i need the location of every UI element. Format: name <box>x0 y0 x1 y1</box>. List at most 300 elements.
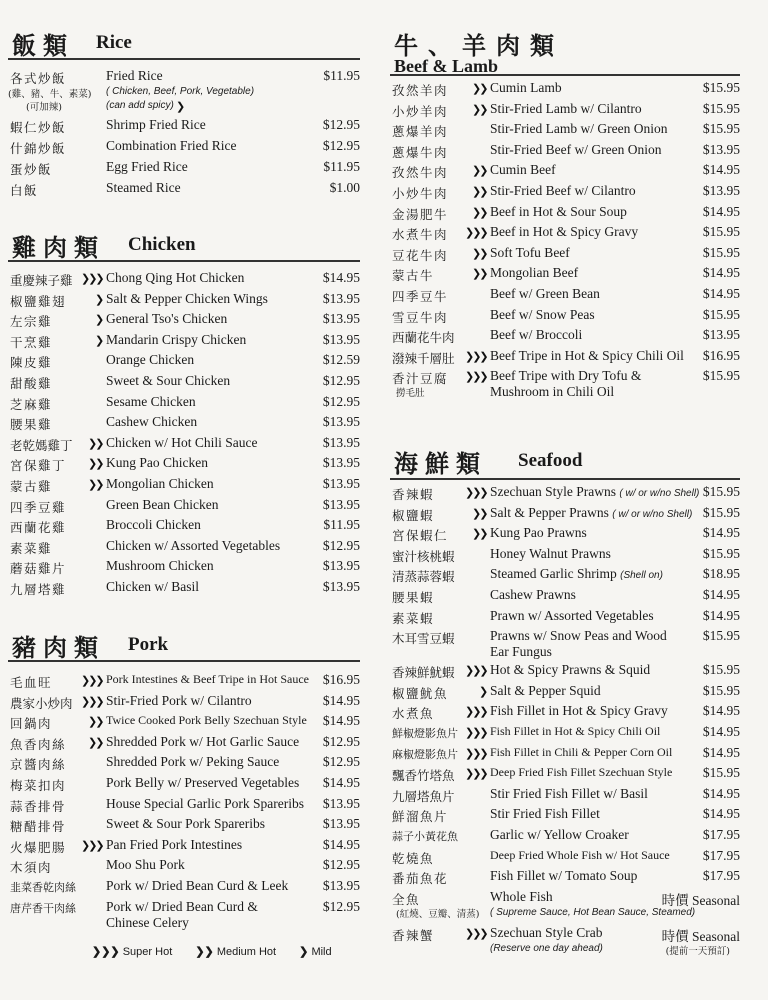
menu-item <box>8 414 360 435</box>
item-zh: 九層塔魚片 <box>392 788 455 804</box>
menu-item <box>8 332 360 353</box>
item-en-text: Twice Cooked Pork Belly Szechuan Style <box>106 713 307 728</box>
item-zh: 糖醋排骨 <box>10 819 67 835</box>
item-en-text: Sesame Chicken <box>106 393 196 409</box>
menu-item <box>390 307 740 328</box>
item-zh: 水煮魚 <box>392 706 435 722</box>
legend-medium-hot <box>195 946 286 958</box>
item-price: $1.00 <box>329 180 360 195</box>
item-zh: 梅菜扣肉 <box>10 778 67 793</box>
item-price: $15.95 <box>702 121 740 137</box>
item-price: $13.95 <box>322 558 360 574</box>
menu-item <box>390 889 740 925</box>
item-en-text: Salt & Pepper Squid <box>490 682 601 698</box>
chili-icon: ❯❯❯ <box>81 838 103 852</box>
menu-item <box>8 455 360 476</box>
menu-item <box>390 183 740 204</box>
legend-super-hot <box>92 946 182 958</box>
beef-title-en: Beef & Lamb <box>394 56 498 76</box>
item-en <box>490 587 576 603</box>
item-en <box>106 672 309 687</box>
item-en: Shrimp Fried Rice <box>106 117 206 132</box>
chili-icon: ❯❯ <box>88 715 103 729</box>
item-zh: 椒鹽雞翅 <box>10 293 67 309</box>
item-price: $13.95 <box>322 476 360 491</box>
item-en <box>490 224 638 240</box>
item-note: (Shell on) <box>620 570 663 582</box>
menu-item <box>8 713 360 734</box>
item-en <box>106 579 199 595</box>
item-en-text: Orange Chicken <box>106 352 195 368</box>
item-price: $13.95 <box>322 455 360 471</box>
chili-icon: ❯❯❯ <box>465 664 487 678</box>
item-en <box>106 538 280 554</box>
menu-item <box>8 693 360 714</box>
item-zh: 回鍋肉 <box>10 716 53 732</box>
menu-item <box>390 224 740 245</box>
item-en-text: Mandarin Crispy Chicken <box>106 331 247 347</box>
item-zh-sub: (紅燒、豆瓣、清蒸) <box>396 908 480 920</box>
item-en <box>106 517 201 533</box>
item-en-text: Prawn w/ Assorted Vegetables <box>490 607 654 623</box>
item-price: $14.95 <box>702 587 740 602</box>
menu-item <box>8 754 360 775</box>
menu-item <box>8 558 360 579</box>
item-zh: 毛血旺 <box>10 675 53 690</box>
item-en-text: Beef Tripe in Hot & Spicy Chili Oil <box>490 347 684 363</box>
rice-section-header <box>8 24 360 60</box>
item-zh-sub: 撈毛肚 <box>396 388 425 400</box>
item-en-text: Broccoli Chicken <box>106 517 201 533</box>
item-note: ( Supreme Sauce, Hot Bean Sauce, Steamed) <box>490 906 696 918</box>
item-price: $12.95 <box>322 733 360 749</box>
item-en <box>106 693 252 709</box>
menu-item <box>8 538 360 559</box>
item-en <box>106 332 246 348</box>
menu-item <box>8 352 360 373</box>
item-price: 時價 Seasonal <box>661 892 740 908</box>
chili-icon: ❯ <box>299 946 309 958</box>
menu-item <box>390 827 740 848</box>
item-zh: 蛋炒飯 <box>10 162 53 177</box>
chili-icon: ❯❯ <box>472 267 487 281</box>
item-en <box>106 857 185 873</box>
item-zh: 陳皮雞 <box>10 355 53 371</box>
chili-icon: ❯❯❯ <box>465 349 487 363</box>
item-zh: 香辣蝦 <box>392 487 435 502</box>
item-en <box>490 368 641 384</box>
rice-title-en: Rice <box>96 32 132 53</box>
item-en-text: Stir Fried Fish Fillet w/ Basil <box>490 785 648 801</box>
item-zh: 四季豆雞 <box>10 499 67 515</box>
item-price: $13.95 <box>322 331 360 347</box>
item-en <box>490 827 629 843</box>
item-price: $13.95 <box>322 496 360 512</box>
item-zh: 雪豆牛肉 <box>392 309 449 325</box>
chili-icon: ❯❯ <box>472 82 487 95</box>
chili-icon: ❯❯❯ <box>81 694 103 708</box>
chili-icon: ❯❯ <box>472 205 487 219</box>
item-price: $13.95 <box>322 414 360 430</box>
legend-mild <box>299 946 341 958</box>
item-zh: 蒙古雞 <box>10 479 53 494</box>
menu-item <box>390 608 740 629</box>
item-price: $13.95 <box>322 579 360 594</box>
item-en-text: Beef in Hot & Spicy Gravy <box>490 224 639 240</box>
item-price: $15.95 <box>702 100 740 116</box>
item-en <box>490 662 650 678</box>
item-en-text: Pork w/ Dried Bean Curd & <box>106 898 258 914</box>
seafood-title-en: Seafood <box>518 450 583 471</box>
divider <box>8 58 360 60</box>
item-zh: 小炒羊肉 <box>392 103 449 119</box>
item-zh: 麻椒燈影魚片 <box>392 747 458 761</box>
item-zh: 素菜雞 <box>10 540 53 556</box>
item-en-text: Chong Qing Hot Chicken <box>106 270 245 285</box>
menu-item <box>390 806 740 827</box>
item-en <box>490 307 595 323</box>
chili-icon: ❯❯❯ <box>465 726 487 739</box>
item-en <box>106 775 299 791</box>
item-price: $11.95 <box>323 159 360 174</box>
item-en <box>106 373 230 389</box>
item-price: 時價 Seasonal <box>661 928 740 944</box>
item-zh-sub: (雞、豬、牛、素菜) <box>8 89 92 100</box>
menu-item <box>8 180 360 201</box>
item-en-text: Kung Pao Prawns <box>490 525 587 541</box>
item-zh: 西蘭花牛肉 <box>392 330 455 346</box>
menu-item <box>8 291 360 312</box>
item-en-line2: Ear Fungus <box>490 644 552 660</box>
item-zh: 飄香竹塔魚 <box>392 768 455 784</box>
menu-item <box>390 765 740 786</box>
item-en <box>106 270 244 286</box>
item-price: $13.95 <box>322 878 360 893</box>
item-price: $14.95 <box>322 713 360 729</box>
item-zh-sub: (可加辣) <box>26 102 62 113</box>
item-zh: 椒鹽魷魚 <box>392 685 449 701</box>
item-en-text: Soft Tofu Beef <box>490 244 570 260</box>
item-en-text: Whole Fish <box>490 888 553 904</box>
item-en <box>106 796 304 812</box>
menu-item <box>8 899 360 933</box>
item-en <box>106 754 279 770</box>
item-price: $14.95 <box>702 286 740 301</box>
chili-icon: ❯❯ <box>472 185 487 198</box>
item-zh: 香汁豆腐 <box>392 371 449 387</box>
menu-item <box>390 683 740 704</box>
item-price: $16.95 <box>702 347 740 363</box>
menu-item <box>8 796 360 817</box>
item-zh-sub: (提前一天預訂) <box>665 945 730 957</box>
item-en-text: Stir-Fried Beef w/ Green Onion <box>490 141 662 157</box>
beef-section-header <box>390 24 740 76</box>
item-en-text: Chicken w/ Assorted Vegetables <box>106 537 281 553</box>
item-price: $16.95 <box>322 672 360 687</box>
item-note: ( Chicken, Beef, Pork, Vegetable) <box>106 86 255 97</box>
item-zh: 蔥爆牛肉 <box>392 144 449 160</box>
item-en-text: Deep Fried Fish Fillet Szechuan Style <box>490 765 673 780</box>
item-price: $13.95 <box>702 183 740 198</box>
chili-icon: ❯ <box>95 292 103 306</box>
item-en <box>490 484 699 500</box>
item-en <box>490 286 600 302</box>
menu-item <box>390 327 740 348</box>
item-zh: 宮保蝦仁 <box>392 528 449 544</box>
item-en-text: Chicken w/ Basil <box>106 579 199 594</box>
item-zh: 干烹雞 <box>10 334 53 350</box>
menu-item <box>8 579 360 600</box>
menu-item <box>390 286 740 307</box>
item-price: $15.95 <box>702 224 740 240</box>
item-zh: 素菜蝦 <box>392 610 435 626</box>
item-price: $15.95 <box>702 682 740 698</box>
menu-item <box>390 628 740 662</box>
item-zh: 木耳雪豆蝦 <box>392 631 455 647</box>
item-price: $15.95 <box>702 368 740 384</box>
chili-icon: ❯ <box>95 313 103 327</box>
item-en <box>490 566 663 582</box>
item-price: $13.95 <box>702 327 740 343</box>
item-en <box>106 816 265 832</box>
item-en-text: Hot & Spicy Prawns & Squid <box>490 662 651 678</box>
item-note: ( w/ or w/no Shell) <box>612 508 693 520</box>
item-price: $12.59 <box>322 352 360 368</box>
menu-item <box>8 476 360 497</box>
chili-icon: ❯ <box>95 333 103 347</box>
item-zh: 水煮牛肉 <box>392 227 449 243</box>
item-price: $15.95 <box>702 80 740 95</box>
item-en: Egg Fried Rice <box>106 159 188 174</box>
item-en <box>106 352 194 368</box>
item-en-text: Steamed Garlic Shrimp <box>490 566 617 582</box>
item-en-text: Cumin Beef <box>490 162 556 178</box>
chili-icon: ❯❯ <box>88 436 103 450</box>
menu-item <box>8 159 360 180</box>
item-en-text: Fish Fillet in Hot & Spicy Gravy <box>490 703 668 719</box>
chili-icon: ❯❯ <box>472 527 487 541</box>
menu-item <box>390 142 740 163</box>
item-zh: 蝦仁炒飯 <box>10 120 67 135</box>
item-en-text: Cashew Prawns <box>490 587 576 602</box>
item-zh: 蒜香排骨 <box>10 798 67 814</box>
item-price: $15.95 <box>702 662 740 678</box>
item-en-text: Stir-Fried Lamb w/ Cilantro <box>490 100 642 116</box>
item-en <box>106 455 208 471</box>
item-en <box>490 162 556 178</box>
menu-item <box>8 837 360 858</box>
menu-item <box>390 245 740 266</box>
item-en-text: Honey Walnut Prawns <box>490 545 611 561</box>
item-zh: 白飯 <box>10 183 39 198</box>
menu-item <box>8 311 360 332</box>
item-en <box>490 183 636 199</box>
item-en-text: Pork w/ Dried Bean Curd & Leek <box>106 878 289 893</box>
menu-item <box>390 724 740 745</box>
chili-icon: ❯❯❯ <box>465 705 487 719</box>
item-en-text: Fish Fillet in Hot & Spicy Chili Oil <box>490 724 661 738</box>
item-en <box>106 291 268 307</box>
item-en-line2: Mushroom in Chili Oil <box>490 384 615 400</box>
item-price: $14.95 <box>322 270 360 285</box>
item-price: $14.95 <box>702 703 740 719</box>
menu-item <box>8 435 360 456</box>
item-en <box>490 348 684 364</box>
divider <box>390 74 740 76</box>
seafood-section-header <box>390 440 740 480</box>
chicken-title-zh: 雞肉類 <box>12 233 105 262</box>
beef-title-zh: 牛、羊肉類 <box>394 31 564 60</box>
item-en-text: Salt & Pepper Chicken Wings <box>106 290 268 306</box>
item-en: Fried Rice <box>106 68 163 83</box>
item-zh: 老乾媽雞丁 <box>10 437 73 453</box>
item-price: $15.95 <box>702 545 740 561</box>
item-zh: 芝麻雞 <box>10 396 53 412</box>
item-zh: 農家小炒肉 <box>10 695 73 711</box>
item-zh: 宮保雞丁 <box>10 458 67 474</box>
item-en <box>490 142 661 158</box>
item-en-text: Stir Fried Fish Fillet <box>490 806 600 822</box>
item-zh: 魚香肉絲 <box>10 736 67 752</box>
chili-icon: ❯❯❯ <box>465 746 487 760</box>
item-zh: 金湯肥牛 <box>392 206 449 222</box>
item-en <box>490 546 611 562</box>
item-price: $11.95 <box>323 517 360 533</box>
item-price: $17.95 <box>702 847 740 863</box>
item-price: $13.95 <box>322 434 360 450</box>
item-en-text: Beef w/ Snow Peas <box>490 306 595 322</box>
item-en <box>106 497 218 513</box>
menu-item <box>8 138 360 159</box>
menu-item <box>8 857 360 878</box>
chili-icon: ❯❯ <box>472 102 487 116</box>
item-en <box>490 786 648 802</box>
divider <box>8 260 360 262</box>
item-price: $12.95 <box>322 898 360 914</box>
chili-icon: ❯❯❯ <box>465 926 487 940</box>
legend-label: Medium Hot <box>216 946 277 958</box>
menu-item <box>390 80 740 101</box>
rice-title-zh: 飯類 <box>12 31 74 60</box>
item-en <box>490 245 570 261</box>
menu-item <box>390 525 740 546</box>
item-zh: 京醬肉絲 <box>10 757 67 773</box>
item-zh: 乾燒魚 <box>392 850 435 866</box>
item-en-text: Stir-Fried Lamb w/ Green Onion <box>490 121 668 137</box>
item-en-text: Cumin Lamb <box>490 80 562 95</box>
item-en-text: Sweet & Sour Chicken <box>106 373 231 388</box>
item-en-text: Szechuan Style Prawns <box>490 484 616 499</box>
item-price: $12.95 <box>322 138 360 153</box>
menu-item <box>8 816 360 837</box>
item-en <box>106 734 299 750</box>
item-price: $12.95 <box>322 117 360 132</box>
item-zh: 孜然牛肉 <box>392 165 449 181</box>
item-en <box>106 558 214 574</box>
item-en <box>490 525 587 541</box>
item-en <box>106 837 242 853</box>
item-price: $14.95 <box>702 203 740 219</box>
item-note: ( w/ or w/no Shell) <box>619 488 700 499</box>
item-price: $12.95 <box>322 393 360 409</box>
item-price: $12.95 <box>322 754 360 770</box>
item-zh: 各式炒飯 <box>10 71 67 86</box>
item-en <box>490 265 578 281</box>
pork-section-header <box>8 626 360 662</box>
spice-legend <box>92 945 352 958</box>
item-price: $14.95 <box>702 724 740 739</box>
menu-item <box>390 121 740 142</box>
item-price: $15.95 <box>702 306 740 322</box>
item-price: $12.95 <box>322 537 360 553</box>
item-en-text: Mushroom Chicken <box>106 558 214 574</box>
menu-item <box>390 348 740 369</box>
item-en-text: Pan Fried Pork Intestines <box>106 836 243 852</box>
item-zh: 火爆肥腸 <box>10 839 67 855</box>
menu-item <box>390 662 740 683</box>
menu-item <box>8 117 360 138</box>
menu-item <box>390 546 740 567</box>
menu-item <box>390 204 740 225</box>
item-en <box>490 628 667 644</box>
item-zh: 唐芹香干肉絲 <box>10 901 76 915</box>
item-zh: 鮮溜魚片 <box>392 809 449 825</box>
item-en <box>106 311 227 327</box>
item-zh: 鮮椒燈影魚片 <box>392 727 458 740</box>
item-price: $12.95 <box>322 373 360 388</box>
item-en-text: Fish Fillet w/ Tomato Soup <box>490 868 638 884</box>
item-en <box>106 878 288 894</box>
item-zh: 四季豆牛 <box>392 289 449 304</box>
item-price: $14.95 <box>702 607 740 623</box>
item-note: (Reserve one day ahead) <box>490 942 603 954</box>
item-price: $15.95 <box>702 504 740 520</box>
item-price: $14.95 <box>702 806 740 822</box>
item-en-text: Mongolian Beef <box>490 265 579 281</box>
item-zh: 西蘭花雞 <box>10 520 67 536</box>
menu-item <box>390 786 740 807</box>
item-en-text: Salt & Pepper Prawns <box>490 504 609 520</box>
pork-title-en: Pork <box>128 634 169 655</box>
item-en <box>490 848 670 863</box>
chili-icon: ❯❯❯ <box>81 272 103 285</box>
menu-item <box>390 368 740 402</box>
item-price: $14.95 <box>322 836 360 852</box>
item-en-text: Mongolian Chicken <box>106 476 214 491</box>
item-zh: 木須肉 <box>10 860 53 876</box>
item-zh: 豆花牛肉 <box>392 247 449 263</box>
item-en-text: Deep Fried Whole Fish w/ Hot Sauce <box>490 847 670 862</box>
item-en-text: General Tso's Chicken <box>106 311 228 327</box>
item-zh: 左宗雞 <box>10 314 53 330</box>
item-en <box>490 745 672 760</box>
item-en-text: Shredded Pork w/ Hot Garlic Sauce <box>106 733 300 749</box>
menu-item <box>390 566 740 587</box>
item-en <box>490 121 667 137</box>
menu-item <box>390 484 740 505</box>
item-zh: 什錦炒飯 <box>10 141 67 156</box>
chili-icon: ❯❯ <box>88 735 103 749</box>
item-en <box>490 889 553 905</box>
menu-item <box>390 162 740 183</box>
item-en-text: Garlic w/ Yellow Croaker <box>490 827 629 842</box>
item-price: $14.95 <box>702 265 740 281</box>
item-zh: 蘑菇雞片 <box>10 561 67 577</box>
chili-icon: ❯❯ <box>88 457 103 471</box>
chicken-title-en: Chicken <box>128 234 196 255</box>
item-en <box>490 101 642 117</box>
item-zh: 韭菜香乾肉絲 <box>10 881 76 894</box>
